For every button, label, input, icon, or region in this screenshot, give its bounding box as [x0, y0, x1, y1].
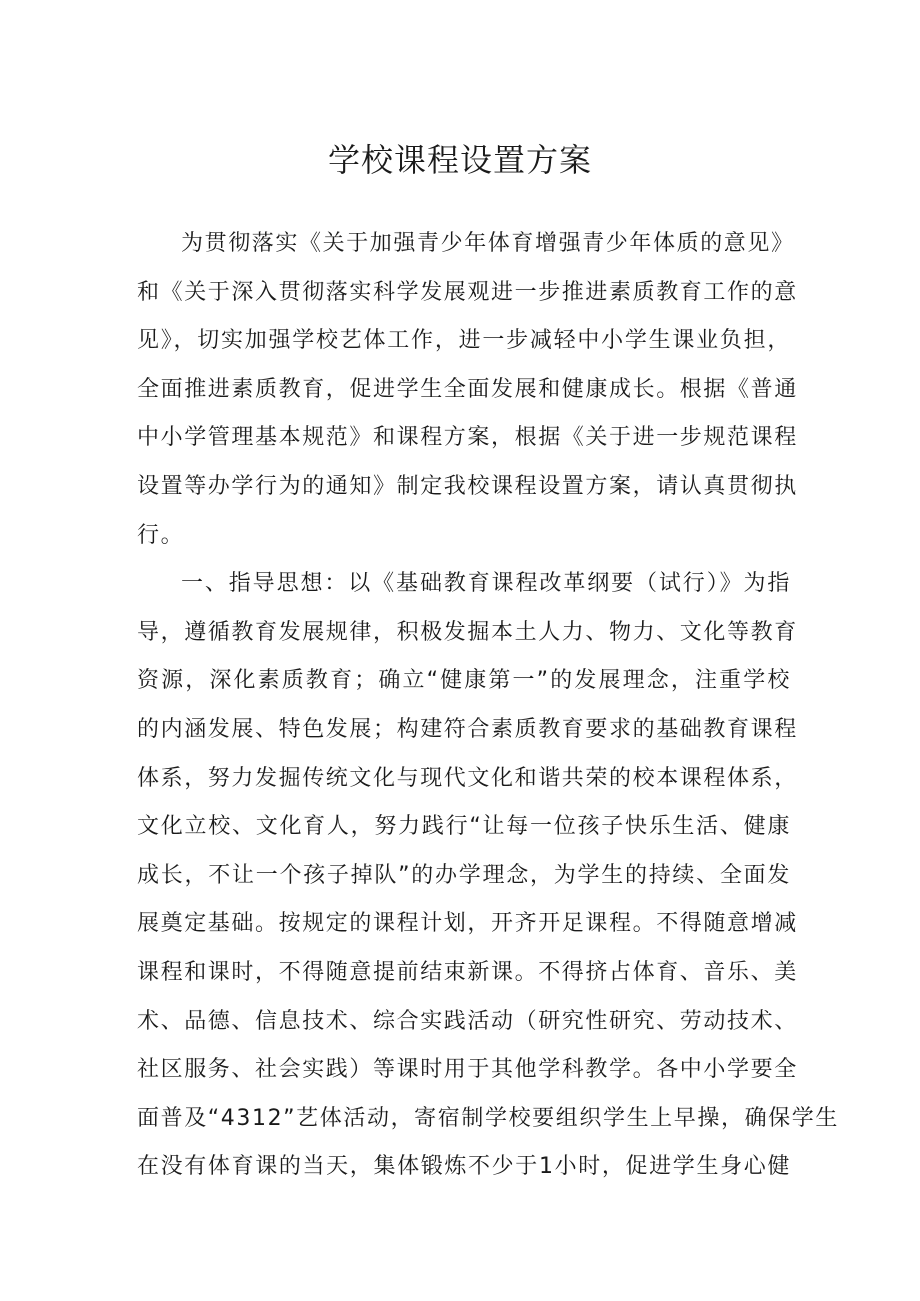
text-line: 术、品德、信息技术、综合实践活动（研究性研究、劳动技术、: [137, 1008, 798, 1034]
text-line: 面普及“4312”艺体活动，寄宿制学校要组织学生上早操，确保学生: [137, 1105, 839, 1131]
text-line: 行。: [137, 522, 185, 548]
text-line: 在没有体育课的当天，集体锻炼不少于1小时，促进学生身心健: [137, 1154, 791, 1180]
text-line: 文化立校、文化育人，努力践行“让每一位孩子快乐生活、健康: [137, 814, 791, 840]
text-line: 成长，不让一个孩子掉队”的办学理念，为学生的持续、全面发: [137, 862, 791, 888]
text-line: 社区服务、社会实践）等课时用于其他学科教学。各中小学要全: [137, 1057, 798, 1083]
text-line: 一、指导思想：以《基础教育课程改革纲要（试行）》为指: [181, 571, 791, 597]
text-line: 全面推进素质教育，促进学生全面发展和健康成长。根据《普通: [137, 376, 798, 402]
text-line: 的内涵发展、特色发展；构建符合素质教育要求的基础教育课程: [137, 716, 798, 742]
text-line: 体系，努力发掘传统文化与现代文化和谐共荣的校本课程体系，: [137, 765, 798, 791]
document-title: 学校课程设置方案: [327, 141, 592, 179]
paragraph-intro: [137, 220, 798, 560]
text-line: 展奠定基础。按规定的课程计划，开齐开足课程。不得随意增减: [137, 911, 798, 937]
text-line: 见》，切实加强学校艺体工作，进一步减轻中小学生课业负担，: [137, 328, 791, 354]
text-line: 资源，深化素质教育；确立“健康第一”的发展理念，注重学校: [137, 668, 791, 694]
text-line: 为贯彻落实《关于加强青少年体育增强青少年体质的意见》: [181, 231, 795, 256]
text-line: 导，遵循教育发展规律，积极发掘本土人力、物力、文化等教育: [137, 619, 798, 645]
paragraph-guiding-principles: [137, 560, 839, 1192]
text-line: 中小学管理基本规范》和课程方案，根据《关于进一步规范课程: [137, 425, 798, 451]
text-line: 课程和课时，不得随意提前结束新课。不得挤占体育、音乐、美: [137, 959, 798, 985]
document-body: [137, 220, 839, 1192]
text-line: 和《关于深入贯彻落实科学发展观进一步推进素质教育工作的意: [137, 279, 798, 305]
text-line: 设置等办学行为的通知》制定我校课程设置方案，请认真贯彻执: [137, 473, 798, 499]
